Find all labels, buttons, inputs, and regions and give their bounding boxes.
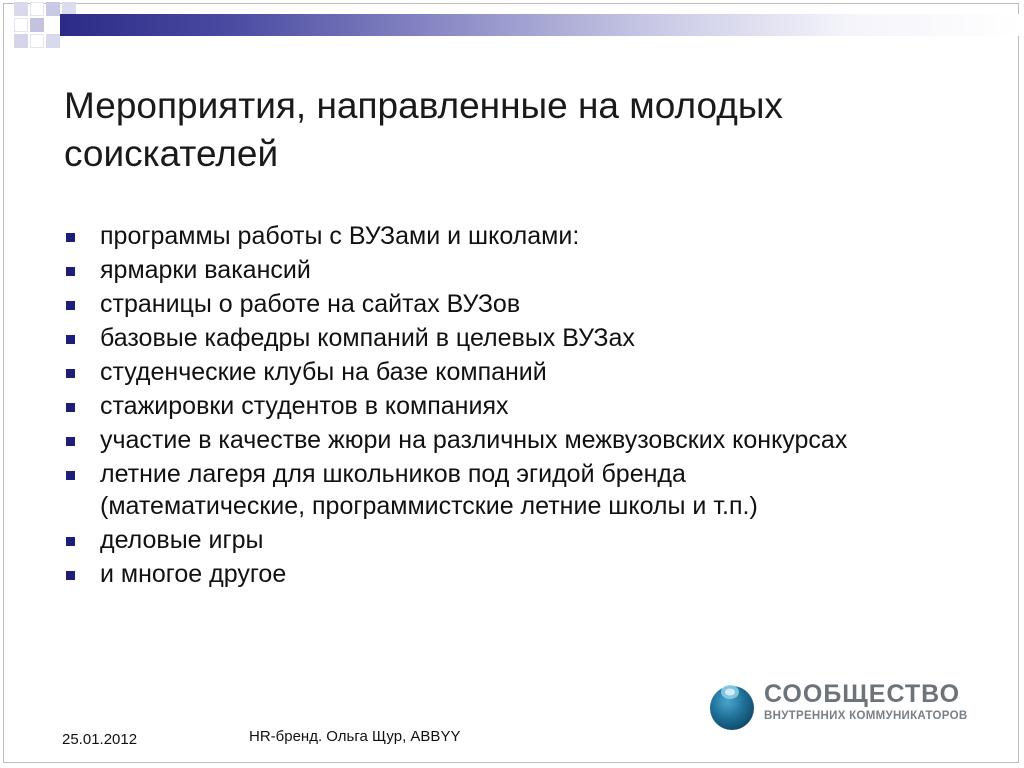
deco-square	[14, 18, 28, 32]
logo-main-text: СООБЩЕСТВО	[764, 680, 961, 708]
deco-square	[14, 2, 28, 16]
list-item	[62, 390, 982, 422]
list-item	[62, 322, 982, 354]
deco-square	[46, 18, 60, 32]
square-bullet-icon	[66, 233, 75, 242]
deco-square	[46, 34, 60, 48]
footer-date: 25.01.2012	[62, 731, 138, 748]
list-item	[62, 288, 982, 320]
list-item	[62, 524, 982, 556]
deco-square	[30, 2, 44, 16]
deco-square	[30, 34, 44, 48]
square-bullet-icon	[66, 301, 75, 310]
list-item-text: студенческие клубы на базе компаний	[100, 358, 547, 386]
square-bullet-icon	[66, 335, 75, 344]
list-item-text: и многое другое	[100, 560, 287, 588]
square-bullet-icon	[66, 571, 75, 580]
list-item-text: стажировки студентов в компаниях	[100, 392, 509, 420]
community-logo	[706, 676, 996, 736]
globe-drop-icon	[706, 678, 758, 734]
deco-square	[14, 34, 28, 48]
square-bullet-icon	[66, 471, 75, 480]
list-item-text: летние лагеря для школьников под эгидой бренда	[100, 460, 686, 488]
slide-title-line: соискателей	[64, 133, 279, 174]
list-item-text: (математические, программистские летние школы и т.п.)	[100, 492, 758, 520]
square-bullet-icon	[66, 267, 75, 276]
list-item	[62, 424, 982, 456]
header-gradient-band	[60, 14, 1020, 36]
list-item-text: базовые кафедры компаний в целевых ВУЗах	[100, 324, 635, 352]
slide-title-line: Мероприятия, направленные на молодых	[64, 85, 783, 126]
slide-title	[64, 82, 944, 178]
footer-author: HR-бренд. Ольга Щур, ABBYY	[249, 728, 461, 745]
square-bullet-icon	[66, 369, 75, 378]
list-item-text: деловые игры	[100, 526, 264, 554]
list-item-text: страницы о работе на сайтах ВУЗов	[100, 290, 521, 318]
list-item	[62, 356, 982, 388]
bullet-list	[62, 220, 982, 592]
square-bullet-icon	[66, 437, 75, 446]
square-bullet-icon	[66, 403, 75, 412]
square-bullet-icon	[66, 537, 75, 546]
list-item-text: участие в качестве жюри на различных межвузовских конкурсах	[100, 426, 848, 454]
list-item-text: ярмарки вакансий	[100, 256, 311, 284]
list-item	[62, 558, 982, 590]
logo-sub-text: ВНУТРЕННИХ КОММУНИКАТОРОВ	[764, 710, 968, 722]
deco-square	[30, 18, 44, 32]
list-item	[62, 220, 982, 252]
list-item	[62, 458, 982, 522]
list-item	[62, 254, 982, 286]
list-item-text: программы работы с ВУЗами и школами:	[100, 222, 580, 250]
deco-square	[46, 2, 60, 16]
